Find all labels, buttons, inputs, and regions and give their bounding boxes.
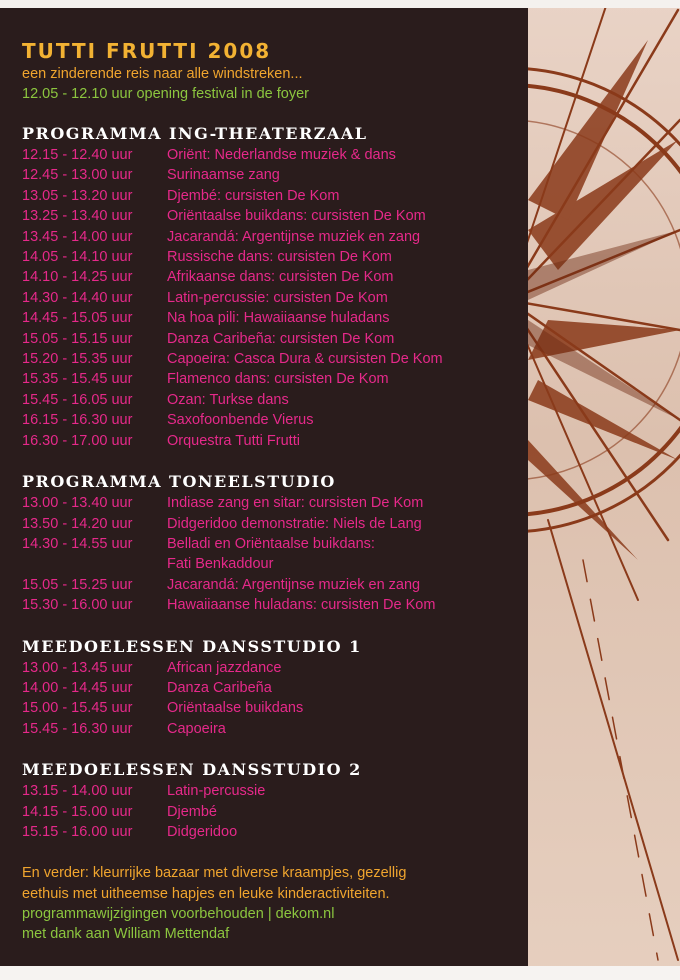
schedule-row xyxy=(22,145,528,165)
row-act: Saxofoonbende Vierus xyxy=(167,412,314,429)
row-time: 15.15 - 16.00 uur xyxy=(22,823,133,840)
row-act: Belladi en Oriëntaalse buikdans: xyxy=(167,535,375,552)
row-time: 14.30 - 14.40 uur xyxy=(22,289,133,306)
row-time: 15.20 - 15.35 uur xyxy=(22,351,133,368)
schedule-row xyxy=(22,554,528,574)
schedule-row xyxy=(22,431,528,451)
row-time: 15.35 - 15.45 uur xyxy=(22,371,133,388)
row-time: 15.30 - 16.00 uur xyxy=(22,597,133,614)
row-act: Surinaamse zang xyxy=(167,167,280,184)
row-act: Jacarandá: Argentijnse muziek en zang xyxy=(167,228,421,245)
section-title-toneelstudio: PROGRAMMA TONEELSTUDIO xyxy=(22,472,336,492)
row-time: 13.00 - 13.45 uur xyxy=(22,659,133,676)
section-title-theaterzaal: PROGRAMMA ING-THEATERZAAL xyxy=(22,124,368,143)
compass-panel xyxy=(528,0,680,980)
top-edge xyxy=(0,0,680,8)
schedule-row xyxy=(22,165,528,185)
subtitle: een zinderende reis naar alle windstreken... xyxy=(22,66,303,82)
row-time: 13.50 - 14.20 uur xyxy=(22,515,133,532)
row-time: 16.15 - 16.30 uur xyxy=(22,412,133,429)
row-time: 15.05 - 15.25 uur xyxy=(22,576,133,593)
row-act: Oriëntaalse buikdans xyxy=(167,700,304,717)
row-act: Danza Caribeña xyxy=(167,679,272,696)
schedule-toneelstudio xyxy=(22,493,528,615)
section-title-dansstudio-1: MEEDOELESSEN DANSSTUDIO 1 xyxy=(22,636,362,656)
schedule-row xyxy=(22,390,528,410)
row-act: Latin-percussie: cursisten De Kom xyxy=(167,289,388,306)
row-act: Oriëntaalse buikdans: cursisten De Kom xyxy=(167,208,426,225)
schedule-row xyxy=(22,719,528,739)
row-time: 14.15 - 15.00 uur xyxy=(22,803,133,820)
schedule-row xyxy=(22,288,528,308)
row-time: 14.30 - 14.55 uur xyxy=(22,535,133,552)
row-act: African jazzdance xyxy=(167,659,282,676)
schedule-row xyxy=(22,781,528,801)
row-time: 13.00 - 13.40 uur xyxy=(22,495,133,512)
row-time: 13.05 - 13.20 uur xyxy=(22,187,133,204)
row-time: 13.25 - 13.40 uur xyxy=(22,208,133,225)
schedule-row xyxy=(22,308,528,328)
schedule-row xyxy=(22,822,528,842)
schedule-theaterzaal xyxy=(22,145,528,451)
section-title-dansstudio-2: MEEDOELESSEN DANSSTUDIO 2 xyxy=(22,760,362,780)
schedule-row xyxy=(22,678,528,698)
row-time: 14.10 - 14.25 uur xyxy=(22,269,133,286)
program-content xyxy=(22,38,528,944)
row-act: Didgeridoo demonstratie: Niels de Lang xyxy=(167,515,422,532)
schedule-row xyxy=(22,698,528,718)
bottom-edge xyxy=(0,966,680,980)
row-time: 15.45 - 16.05 uur xyxy=(22,391,133,408)
row-time: 12.15 - 12.40 uur xyxy=(22,147,133,163)
row-time: 13.45 - 14.00 uur xyxy=(22,228,133,245)
schedule-row xyxy=(22,410,528,430)
row-act: Jacarandá: Argentijnse muziek en zang xyxy=(167,576,421,593)
row-act: Capoeira: Casca Dura & cursisten De Kom xyxy=(167,351,443,368)
row-act: Capoeira xyxy=(167,720,226,737)
row-act: Latin-percussie xyxy=(167,783,266,800)
schedule-row xyxy=(22,575,528,595)
row-act: Na hoa pili: Hawaiiaanse huladans xyxy=(167,310,390,327)
row-act: Djembé xyxy=(167,803,217,820)
row-act: Orquestra Tutti Frutti xyxy=(167,432,300,449)
footer-line: programmawijzigingen voorbehouden | dekom.nl xyxy=(22,905,335,922)
row-act: Ozan: Turkse dans xyxy=(167,391,289,408)
row-time: 12.45 - 13.00 uur xyxy=(22,167,133,184)
schedule-row xyxy=(22,514,528,534)
row-time: 16.30 - 17.00 uur xyxy=(22,432,133,449)
row-time: 14.45 - 15.05 uur xyxy=(22,310,133,327)
row-time: 13.15 - 14.00 uur xyxy=(22,783,133,800)
row-act: Afrikaanse dans: cursisten De Kom xyxy=(167,269,394,286)
row-act: Indiase zang en sitar: cursisten De Kom xyxy=(167,495,424,512)
footer-line: met dank aan William Mettendaf xyxy=(22,925,230,942)
schedule-row xyxy=(22,247,528,267)
opening-line: 12.05 - 12.10 uur opening festival in de foyer xyxy=(22,86,309,102)
row-time: 14.00 - 14.45 uur xyxy=(22,679,133,696)
schedule-row xyxy=(22,493,528,513)
row-time: 15.00 - 15.45 uur xyxy=(22,700,133,717)
footer xyxy=(22,863,528,944)
row-act: Danza Caribeña: cursisten De Kom xyxy=(167,330,395,347)
schedule-row xyxy=(22,267,528,287)
schedule-row xyxy=(22,369,528,389)
row-time xyxy=(22,554,167,574)
schedule-row xyxy=(22,658,528,678)
row-time: 15.45 - 16.30 uur xyxy=(22,720,133,737)
schedule-row xyxy=(22,534,528,554)
row-time: 15.05 - 15.15 uur xyxy=(22,330,133,347)
row-act: Hawaiiaanse huladans: cursisten De Kom xyxy=(167,597,436,614)
schedule-row xyxy=(22,186,528,206)
row-act: Flamenco dans: cursisten De Kom xyxy=(167,371,389,388)
schedule-row xyxy=(22,349,528,369)
row-act: Oriënt: Nederlandse muziek & dans xyxy=(167,147,396,163)
row-act: Fati Benkaddour xyxy=(167,556,274,573)
footer-line: eethuis met uitheemse hapjes en leuke kinderactiviteiten. xyxy=(22,885,390,902)
row-act: Russische dans: cursisten De Kom xyxy=(167,249,392,266)
row-time: 14.05 - 14.10 uur xyxy=(22,249,133,266)
row-act: Djembé: cursisten De Kom xyxy=(167,187,340,204)
schedule-dansstudio-1 xyxy=(22,658,528,740)
page-title: TUTTI FRUTTI 2008 xyxy=(22,39,272,63)
schedule-row xyxy=(22,329,528,349)
row-act: Didgeridoo xyxy=(167,823,238,840)
schedule-row xyxy=(22,595,528,615)
footer-line: En verder: kleurrijke bazaar met diverse kraampjes, gezellig xyxy=(22,865,407,882)
compass-rose-icon xyxy=(528,0,680,980)
schedule-row xyxy=(22,227,528,247)
schedule-row xyxy=(22,802,528,822)
schedule-dansstudio-2 xyxy=(22,781,528,842)
schedule-row xyxy=(22,206,528,226)
